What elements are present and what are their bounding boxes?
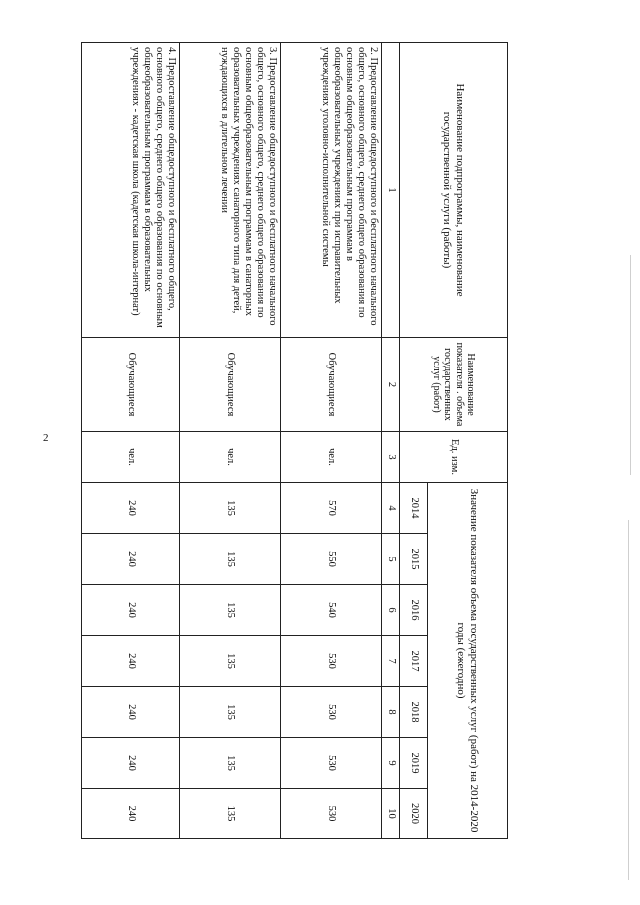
value-cell: 135 <box>180 585 281 636</box>
column-number: 5 <box>382 534 400 585</box>
value-cell: 530 <box>281 687 382 738</box>
value-cell: 135 <box>180 534 281 585</box>
value-cell: 550 <box>281 534 382 585</box>
unit-cell: чел. <box>82 432 180 483</box>
unit-cell: чел. <box>281 432 382 483</box>
value-cell: 240 <box>82 534 180 585</box>
value-cell: 240 <box>82 636 180 687</box>
header-year: 2014 <box>400 483 428 534</box>
header-year: 2017 <box>400 636 428 687</box>
value-cell: 135 <box>180 789 281 839</box>
table-row <box>82 43 180 839</box>
column-number: 2 <box>382 338 400 432</box>
header-year: 2020 <box>400 789 428 839</box>
value-cell: 135 <box>180 636 281 687</box>
column-number: 10 <box>382 789 400 839</box>
page-number: 2 <box>43 432 49 444</box>
value-cell: 570 <box>281 483 382 534</box>
value-cell: 240 <box>82 738 180 789</box>
table-row <box>180 43 281 839</box>
header-year: 2018 <box>400 687 428 738</box>
column-number: 9 <box>382 738 400 789</box>
value-cell: 240 <box>82 687 180 738</box>
indicator-cell: Обучающиеся <box>82 338 180 432</box>
header-year: 2019 <box>400 738 428 789</box>
program-name-cell: 3. Предоставление общедоступного и бесплатного начального общего, основного общего, среднего общего образования по основным общеобразовательным программам в санаторных образовательных учреждениях санаторного типа для детей, нуждающихся в длительном лечении <box>180 43 281 338</box>
header-indicator-name: Наименование показателя . объема государственных услуг (работ) <box>400 338 508 432</box>
scan-edge-line <box>630 255 631 475</box>
header-year: 2015 <box>400 534 428 585</box>
services-table <box>81 42 508 839</box>
column-number: 6 <box>382 585 400 636</box>
value-cell: 530 <box>281 738 382 789</box>
value-cell: 530 <box>281 636 382 687</box>
scan-edge-line <box>628 520 629 880</box>
column-number: 8 <box>382 687 400 738</box>
value-cell: 135 <box>180 483 281 534</box>
column-number: 4 <box>382 483 400 534</box>
value-cell: 135 <box>180 687 281 738</box>
value-cell: 240 <box>82 483 180 534</box>
program-name-cell: 2. Предоставление общедоступного и бесплатного начального общего, основного общего, среднего общего образования по основным общеобразовательным программам в общеобразовательных учреждениях при исправительных учреждениях уголовно-исполнительной системы <box>281 43 382 338</box>
header-unit: Ед. изм. <box>400 432 508 483</box>
value-cell: 540 <box>281 585 382 636</box>
header-values-group: Значение показателя объема государственных услуг (работ) на 2014-2020 годы (ежегодно) <box>428 483 508 839</box>
value-cell: 240 <box>82 789 180 839</box>
table-row <box>281 43 382 839</box>
value-cell: 135 <box>180 738 281 789</box>
column-number: 1 <box>382 43 400 338</box>
column-number: 7 <box>382 636 400 687</box>
indicator-cell: Обучающиеся <box>281 338 382 432</box>
rotated-table-wrapper <box>82 42 508 838</box>
unit-cell: чел. <box>180 432 281 483</box>
indicator-cell: Обучающиеся <box>180 338 281 432</box>
value-cell: 240 <box>82 585 180 636</box>
program-name-cell: 4. Предоставление общедоступного и бесплатного общего, основного общего, среднего общего образования по основным общеобразовательным программам в образовательных учреждениях - кадетская школа (кадетская школа-интернат) <box>82 43 180 338</box>
header-program-name: Наименование подпрограммы, наименование государственной услуги (работы) <box>400 43 508 338</box>
column-number: 3 <box>382 432 400 483</box>
value-cell: 530 <box>281 789 382 839</box>
header-year: 2016 <box>400 585 428 636</box>
